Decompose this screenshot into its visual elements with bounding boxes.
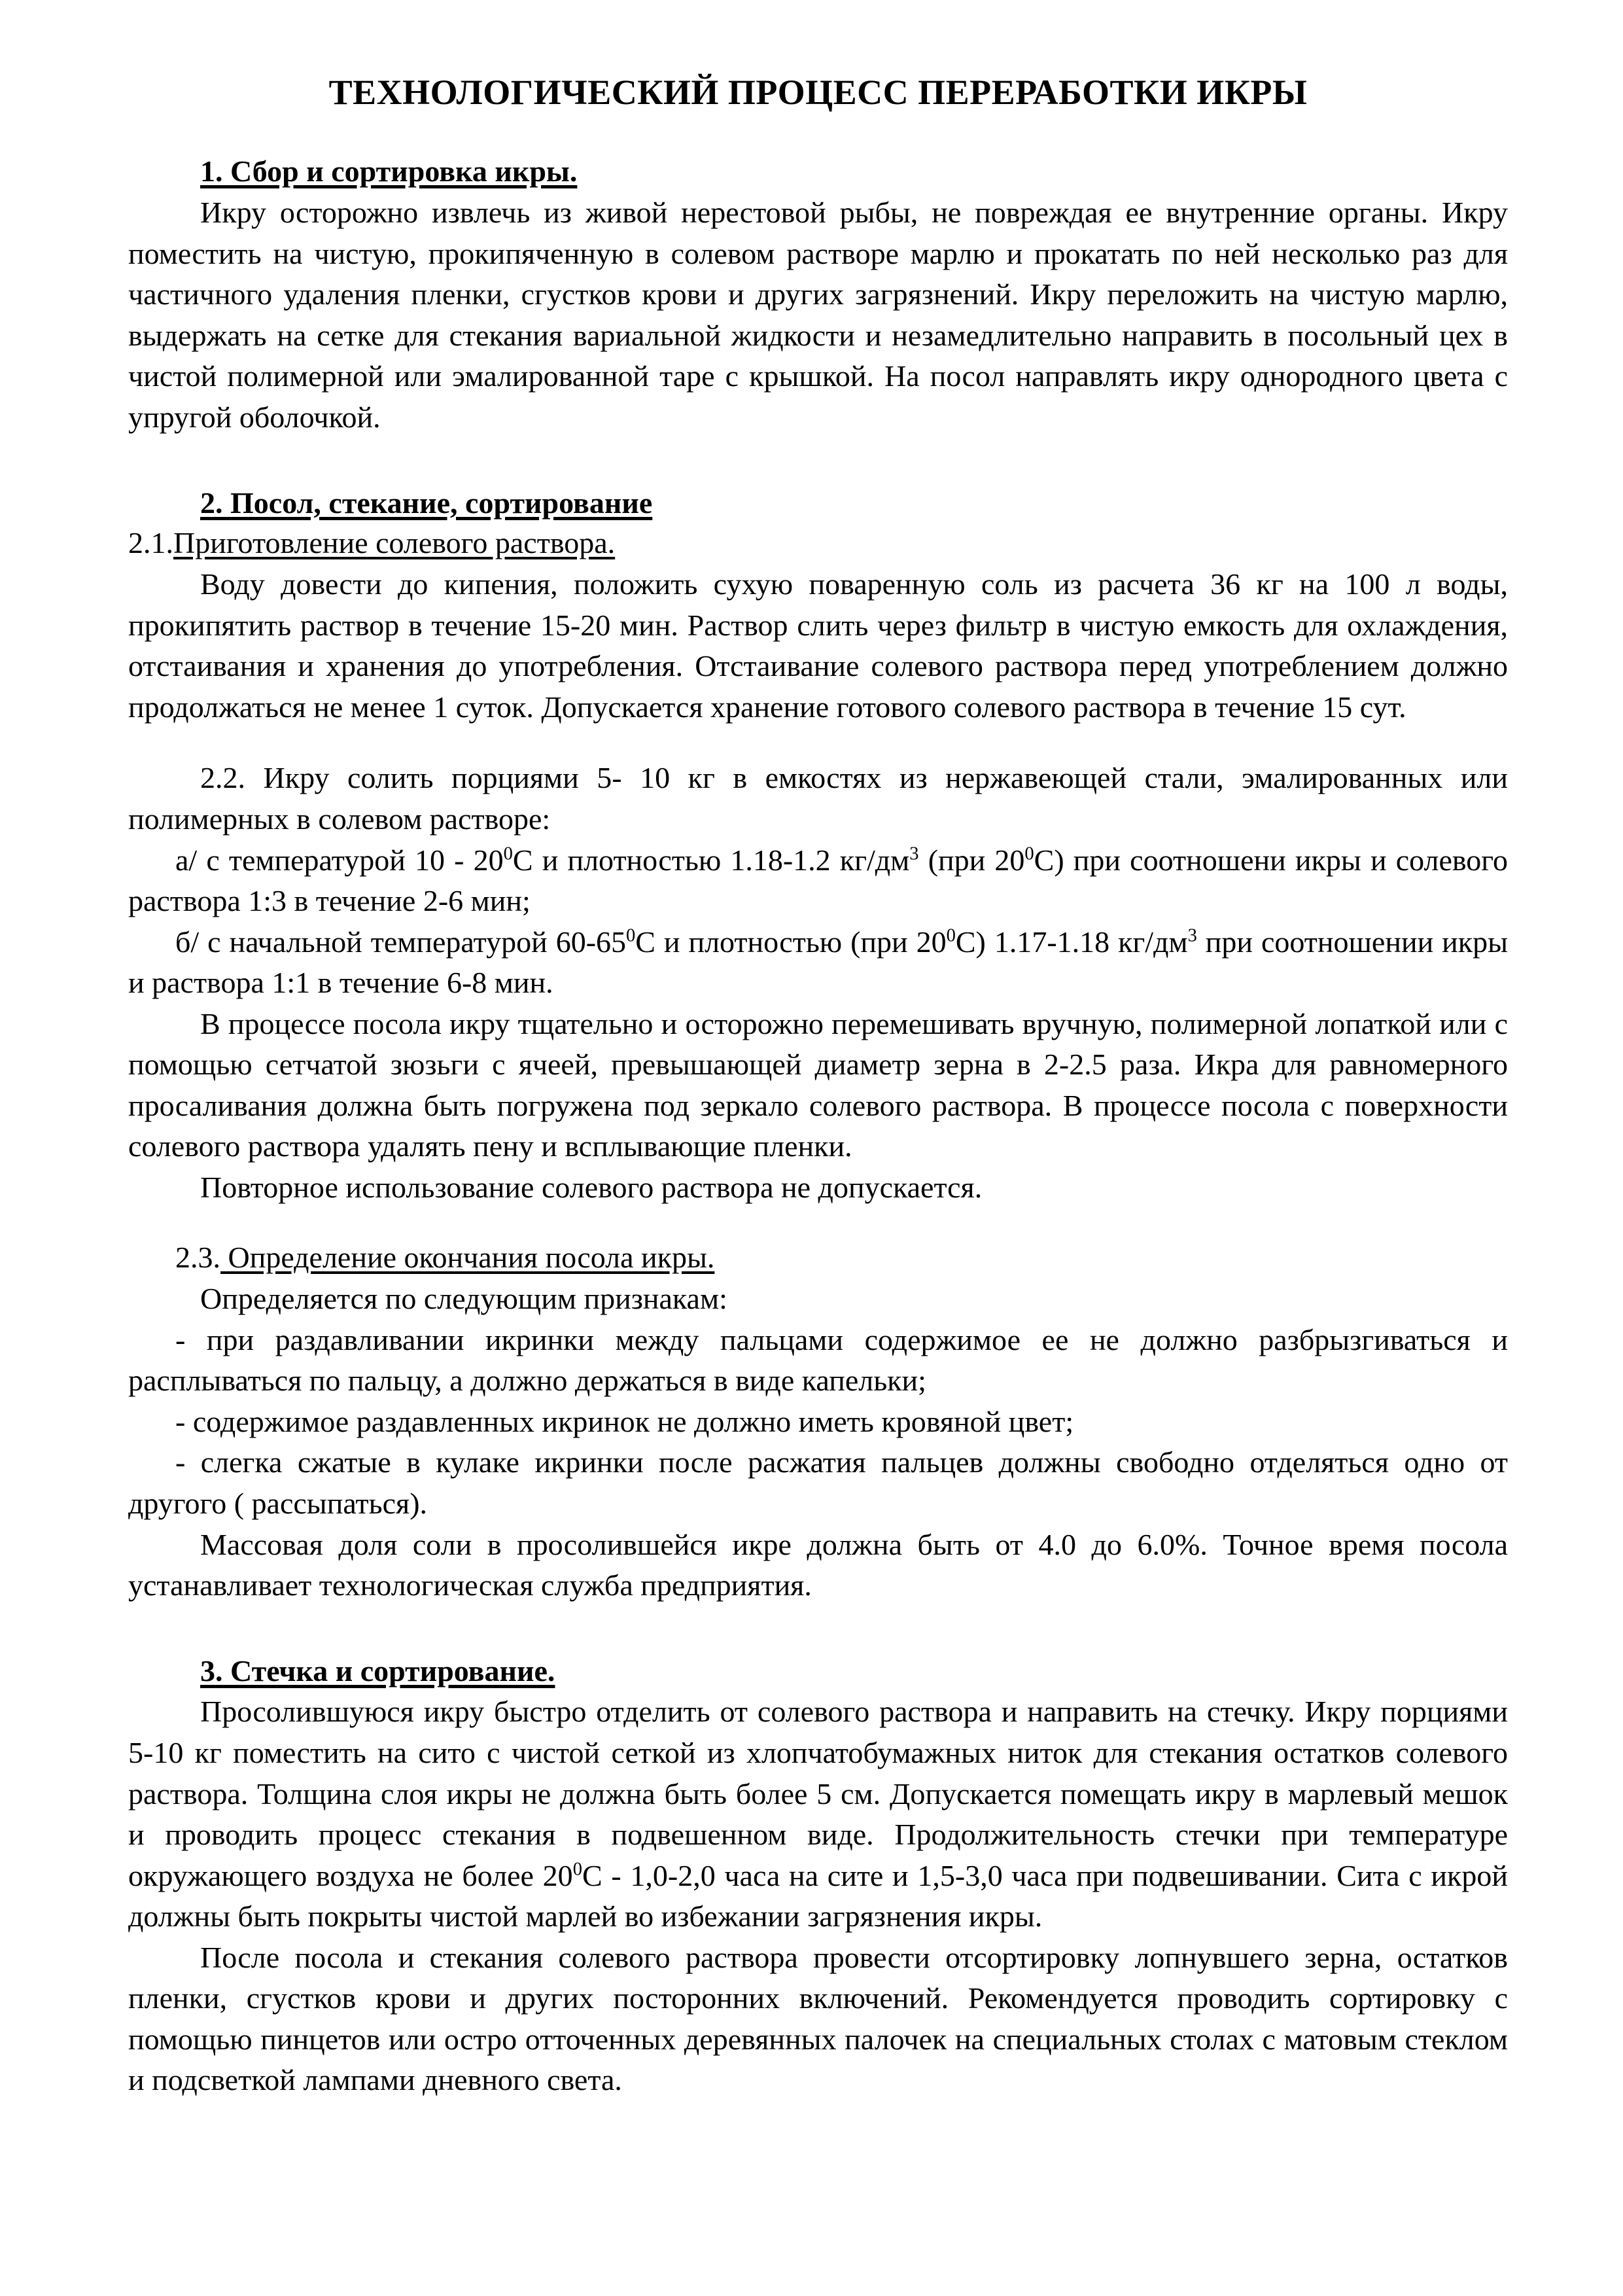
degree-superscript: 0 [1024, 843, 1034, 864]
spacer [128, 1208, 1508, 1238]
section-2-2-item-b [128, 922, 1508, 1004]
section-2-3-heading [175, 1241, 714, 1274]
cube-superscript: 3 [909, 843, 919, 864]
section-1-heading: 1. Сбор и сортировка икры. [200, 154, 578, 188]
section-3-paragraph-2: После посола и стекания солевого раствора провести отсортировку лопнувшего зерна, остатков пленки, сгустков крови и других посторонних включений. Рекомендуется проводить сортировку с помощью пинцетов или остро отточенных деревянных палочек на специальных столах с матовым стеклом и подсветкой лампами дневного света. [128, 1940, 1508, 2097]
degree-superscript: 0 [626, 925, 636, 946]
section-2-1-heading-row [128, 523, 1508, 563]
item-a-text-1: а/ с температурой 10 - 20 [175, 843, 504, 877]
degree-superscript: 0 [503, 843, 513, 864]
section-2-2-paragraph: 2.2. Икру солить порциями 5- 10 кг в емкостях из нержавеющей стали, эмалированных или полимерных в солевом растворе: [128, 761, 1508, 836]
spacer [128, 1606, 1508, 1652]
section-2-3-number: 2.3. [175, 1241, 220, 1275]
section-3-text-1: Просолившуюся икру быстро отделить от солевого раствора и направить на стечку. Икру порциями 5-10 кг поместить на сито с чистой сеткой из хлопчатобумажных ниток для стекания остатков солевого раствора. Толщина слоя икры не должна быть более 5 см. Допускается помещать икру в марлевый мешок и проводить процесс стекания в подвешенном виде. Продолжительность стечки при температуре окружающего воздуха не более 20 [128, 1695, 1508, 1892]
item-a-text-2: С и плотностью 1.18-1.2 кг/дм [512, 843, 910, 877]
section-2-3-list-item: - содержимое раздавленных икринок не должно иметь кровяной цвет; [175, 1404, 1074, 1438]
section-3-heading-row [128, 1652, 1508, 1691]
page-title: ТЕХНОЛОГИЧЕСКИЙ ПРОЦЕСС ПЕРЕРАБОТКИ ИКРЫ [328, 73, 1308, 112]
section-2-2-item-a [128, 840, 1508, 922]
section-3-paragraph-1 [128, 1691, 1508, 1937]
section-2-1-paragraph: Воду довести до кипения, положить сухую поваренную соль из расчета 36 кг на 100 л воды, прокипятить раствор в течение 15-20 мин. Раствор слить через фильтр в чистую емкость для охлаждения, отстаивания и хранения до употребления. Отстаивание солевого раствора перед употреблением должно продолжаться не менее 1 суток. Допускается хранение готового солевого раствора в течение 15 сут. [128, 567, 1508, 724]
section-2-1-title: Приготовление солевого раствора. [173, 526, 616, 560]
spacer [128, 438, 1508, 484]
section-2-2-mixing-paragraph: В процессе посола икру тщательно и осторожно перемешивать вручную, полимерной лопаткой или с помощью сетчатой зюзьги с ячеей, превышающей диаметр зерна в 2-2.5 раза. Икра для равномерного просаливания должна быть погружена под зеркало солевого раствора. В процессе посола с поверхности солевого раствора удалять пену и всплывающие пленки. [128, 1006, 1508, 1163]
item-a-text-4: С) при соотношени икры и солевого раствора 1:3 в течение 2-6 мин; [128, 843, 1509, 918]
section-3-heading: 3. Стечка и сортирование. [200, 1653, 555, 1687]
item-b-text-3: С) 1.17-1.18 кг/дм [955, 925, 1188, 959]
section-2-1-heading [128, 526, 615, 559]
section-2-1-number: 2.1. [128, 526, 173, 560]
section-3-text-2: С - 1,0-2,0 часа на сите и 1,5-3,0 часа при подвешивании. Сита с икрой должны быть покрыты чистой марлей во избежании загрязнения икры. [128, 1858, 1508, 1934]
section-2-3-list-item: - слегка сжатые в кулаке икринки после расжатия пальцев должны свободно отделяться одно от другого ( рассыпаться). [128, 1445, 1508, 1520]
degree-superscript: 0 [572, 1859, 582, 1880]
section-2-3-intro: Определяется по следующим признакам: [200, 1282, 727, 1316]
section-2-3-salt-content-paragraph: Массовая доля соли в просолившейся икре должна быть от 4.0 до 6.0%. Точное время посола устанавливает технологическая служба предприятия. [128, 1527, 1508, 1602]
cube-superscript: 3 [1187, 925, 1197, 946]
section-2-3-heading-row [128, 1238, 1508, 1277]
spacer [128, 728, 1508, 758]
item-b-text-1: б/ с начальной температурой 60-65 [175, 925, 627, 959]
section-2-3-title: Определение окончания посола икры. [220, 1241, 715, 1275]
section-2-heading-row [128, 484, 1508, 523]
item-a-text-3: (при 20 [918, 843, 1025, 877]
section-1-paragraph: Икру осторожно извлечь из живой нерестовой рыбы, не повреждая ее внутренние органы. Икру поместить на чистую, прокипяченную в солевом растворе марлю и прокатать по ней несколько раз для частичного удаления пленки, сгустков крови и других загрязнений. Икру переложить на чистую марлю, выдержать на сетке для стекания вариальной жидкости и незамедлительно направить в посольный цех в чистой полимерной или эмалированной таре с крышкой. На посол направлять икру однородного цвета с упругой оболочкой. [128, 196, 1508, 434]
degree-superscript: 0 [946, 925, 956, 946]
section-2-heading: 2. Посол, стекание, сортирование [200, 486, 653, 520]
item-b-text-2: С и плотностью (при 20 [635, 925, 947, 959]
section-2-3-list-item: - при раздавливании икринки между пальцами содержимое ее не должно разбрызгиваться и расплываться по пальцу, а должно держаться в виде капельки; [128, 1322, 1508, 1398]
section-2-2-reuse-paragraph: Повторное использование солевого раствора не допускается. [200, 1170, 983, 1204]
section-1-heading-row [128, 152, 1508, 191]
item-b-text-4: при соотношении икры и раствора 1:1 в течение 6-8 мин. [128, 925, 1509, 1000]
